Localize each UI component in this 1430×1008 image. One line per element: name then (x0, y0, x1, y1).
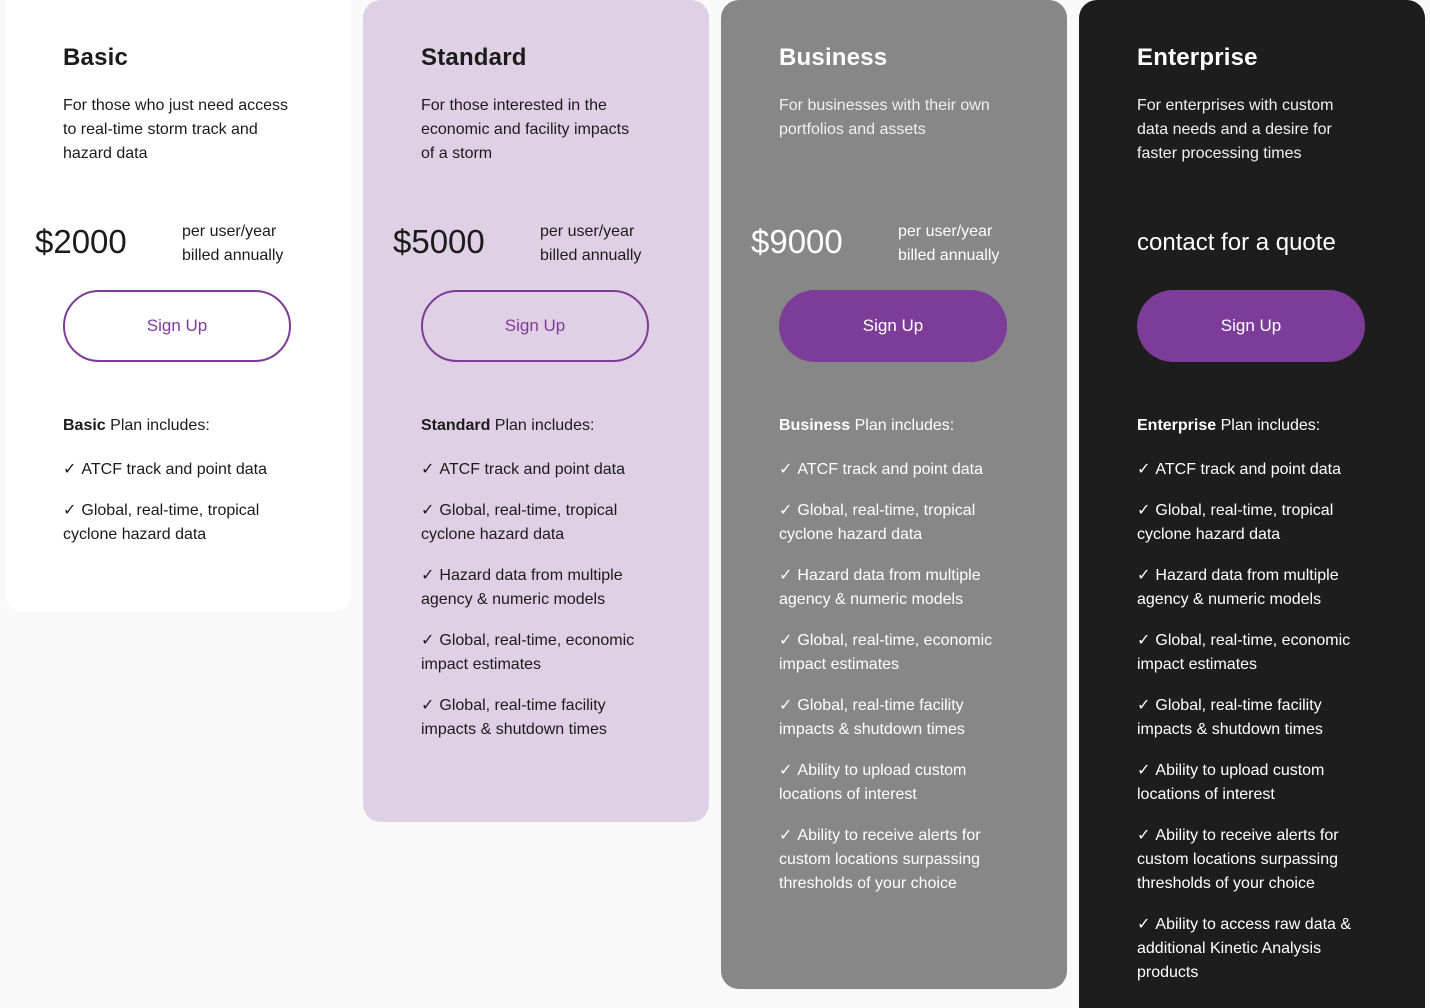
billing-line-2: billed annually (898, 247, 1000, 264)
feature-list (1137, 458, 1377, 1002)
billing-line-1: per user/year (540, 223, 635, 240)
feature-item (779, 458, 1019, 482)
plan-name: Enterprise (1137, 44, 1258, 71)
plan-includes-heading (1137, 417, 1320, 435)
check-icon: ✓ (421, 567, 435, 584)
check-icon: ✓ (1137, 762, 1151, 779)
feature-text: Global, real-time, economic impact estimates (779, 632, 993, 673)
plan-name: Business (779, 44, 888, 71)
feature-list (421, 458, 661, 759)
feature-text: Ability to upload custom locations of interest (779, 762, 967, 803)
plan-includes-name: Standard (421, 417, 491, 434)
billing-note (540, 220, 641, 268)
check-icon: ✓ (779, 697, 793, 714)
check-icon: ✓ (1137, 461, 1151, 478)
feature-item (779, 694, 1019, 742)
check-icon: ✓ (779, 502, 793, 519)
feature-item (1137, 629, 1377, 677)
sign-up-button[interactable]: Sign Up (1137, 290, 1365, 362)
plan-includes-name: Basic (63, 417, 106, 434)
feature-item (421, 458, 661, 482)
check-icon: ✓ (1137, 632, 1151, 649)
plan-includes-suffix: Plan includes: (494, 417, 595, 434)
feature-item (63, 499, 303, 547)
plan-includes-name: Business (779, 417, 851, 434)
billing-line-2: billed annually (182, 247, 284, 264)
feature-text: ATCF track and point data (797, 461, 983, 478)
sign-up-button[interactable]: Sign Up (421, 290, 649, 362)
feature-item (421, 629, 661, 677)
feature-item (421, 499, 661, 547)
feature-text: ATCF track and point data (439, 461, 625, 478)
check-icon: ✓ (421, 697, 435, 714)
feature-item (63, 458, 303, 482)
feature-text: Hazard data from multiple agency & numeric models (1137, 567, 1339, 608)
feature-item (421, 564, 661, 612)
feature-text: Global, real-time, tropical cyclone hazard data (421, 502, 618, 543)
check-icon: ✓ (1137, 697, 1151, 714)
billing-line-2: billed annually (540, 247, 642, 264)
plan-name: Standard (421, 44, 527, 71)
feature-text: Global, real-time facility impacts & shutdown times (1137, 697, 1323, 738)
feature-text: Global, real-time, tropical cyclone hazard data (1137, 502, 1334, 543)
feature-list (779, 458, 1019, 913)
feature-text: Hazard data from multiple agency & numeric models (779, 567, 981, 608)
plan-name: Basic (63, 44, 129, 71)
check-icon: ✓ (1137, 916, 1151, 933)
plan-price-quote: contact for a quote (1137, 229, 1336, 256)
plan-description: For businesses with their own portfolios and assets (779, 97, 990, 138)
check-icon: ✓ (1137, 827, 1151, 844)
feature-item (1137, 499, 1377, 547)
plan-includes-heading (421, 417, 594, 435)
feature-text: Global, real-time facility impacts & shutdown times (421, 697, 607, 738)
check-icon: ✓ (779, 461, 793, 478)
plan-price: $5000 (393, 223, 485, 260)
billing-line-1: per user/year (182, 223, 277, 240)
plan-includes-heading (779, 417, 954, 435)
feature-text: Global, real-time, tropical cyclone hazard data (779, 502, 976, 543)
feature-text: Global, real-time, economic impact estimates (1137, 632, 1351, 673)
feature-text: ATCF track and point data (1155, 461, 1341, 478)
feature-item (1137, 564, 1377, 612)
check-icon: ✓ (421, 461, 435, 478)
plan-card-standard (363, 0, 709, 822)
plan-description: For those who just need access to real-time storm track and hazard data (63, 97, 289, 162)
plan-card-enterprise (1079, 0, 1425, 1008)
feature-text: Ability to receive alerts for custom locations surpassing thresholds of your choice (779, 827, 981, 892)
plan-includes-name: Enterprise (1137, 417, 1217, 434)
check-icon: ✓ (1137, 502, 1151, 519)
feature-item (1137, 759, 1377, 807)
feature-text: Ability to receive alerts for custom locations surpassing thresholds of your choice (1137, 827, 1339, 892)
check-icon: ✓ (779, 827, 793, 844)
plan-includes-heading (63, 417, 210, 435)
billing-line-1: per user/year (898, 223, 993, 240)
plan-includes-suffix: Plan includes: (854, 417, 955, 434)
feature-text: Global, real-time facility impacts & shutdown times (779, 697, 965, 738)
feature-text: Global, real-time, tropical cyclone hazard data (63, 502, 260, 543)
check-icon: ✓ (63, 502, 77, 519)
check-icon: ✓ (779, 632, 793, 649)
check-icon: ✓ (421, 632, 435, 649)
feature-item (779, 629, 1019, 677)
plan-description: For those interested in the economic and facility impacts of a storm (421, 97, 630, 162)
plan-card-business (721, 0, 1067, 989)
check-icon: ✓ (421, 502, 435, 519)
feature-text: Global, real-time, economic impact estimates (421, 632, 635, 673)
feature-text: Ability to access raw data & additional Kinetic Analysis products (1137, 916, 1352, 981)
check-icon: ✓ (779, 762, 793, 779)
sign-up-button[interactable]: Sign Up (779, 290, 1007, 362)
feature-item (1137, 824, 1377, 896)
billing-note (898, 220, 999, 268)
plan-includes-suffix: Plan includes: (1220, 417, 1321, 434)
check-icon: ✓ (779, 567, 793, 584)
feature-item (1137, 458, 1377, 482)
plan-includes-suffix: Plan includes: (110, 417, 210, 434)
feature-item (779, 824, 1019, 896)
feature-item (1137, 694, 1377, 742)
sign-up-button[interactable]: Sign Up (63, 290, 291, 362)
feature-text: ATCF track and point data (81, 461, 267, 478)
feature-item (1137, 913, 1377, 985)
feature-item (421, 694, 661, 742)
plan-price: $2000 (35, 223, 127, 260)
feature-item (779, 564, 1019, 612)
check-icon: ✓ (1137, 567, 1151, 584)
plan-card-basic (5, 0, 351, 612)
feature-item (779, 499, 1019, 547)
feature-text: Hazard data from multiple agency & numeric models (421, 567, 623, 608)
feature-list (63, 458, 303, 564)
plan-description: For enterprises with custom data needs and a desire for faster processing times (1137, 97, 1334, 162)
feature-item (779, 759, 1019, 807)
billing-note (182, 220, 283, 268)
plan-price: $9000 (751, 223, 843, 260)
check-icon: ✓ (63, 461, 77, 478)
feature-text: Ability to upload custom locations of interest (1137, 762, 1325, 803)
